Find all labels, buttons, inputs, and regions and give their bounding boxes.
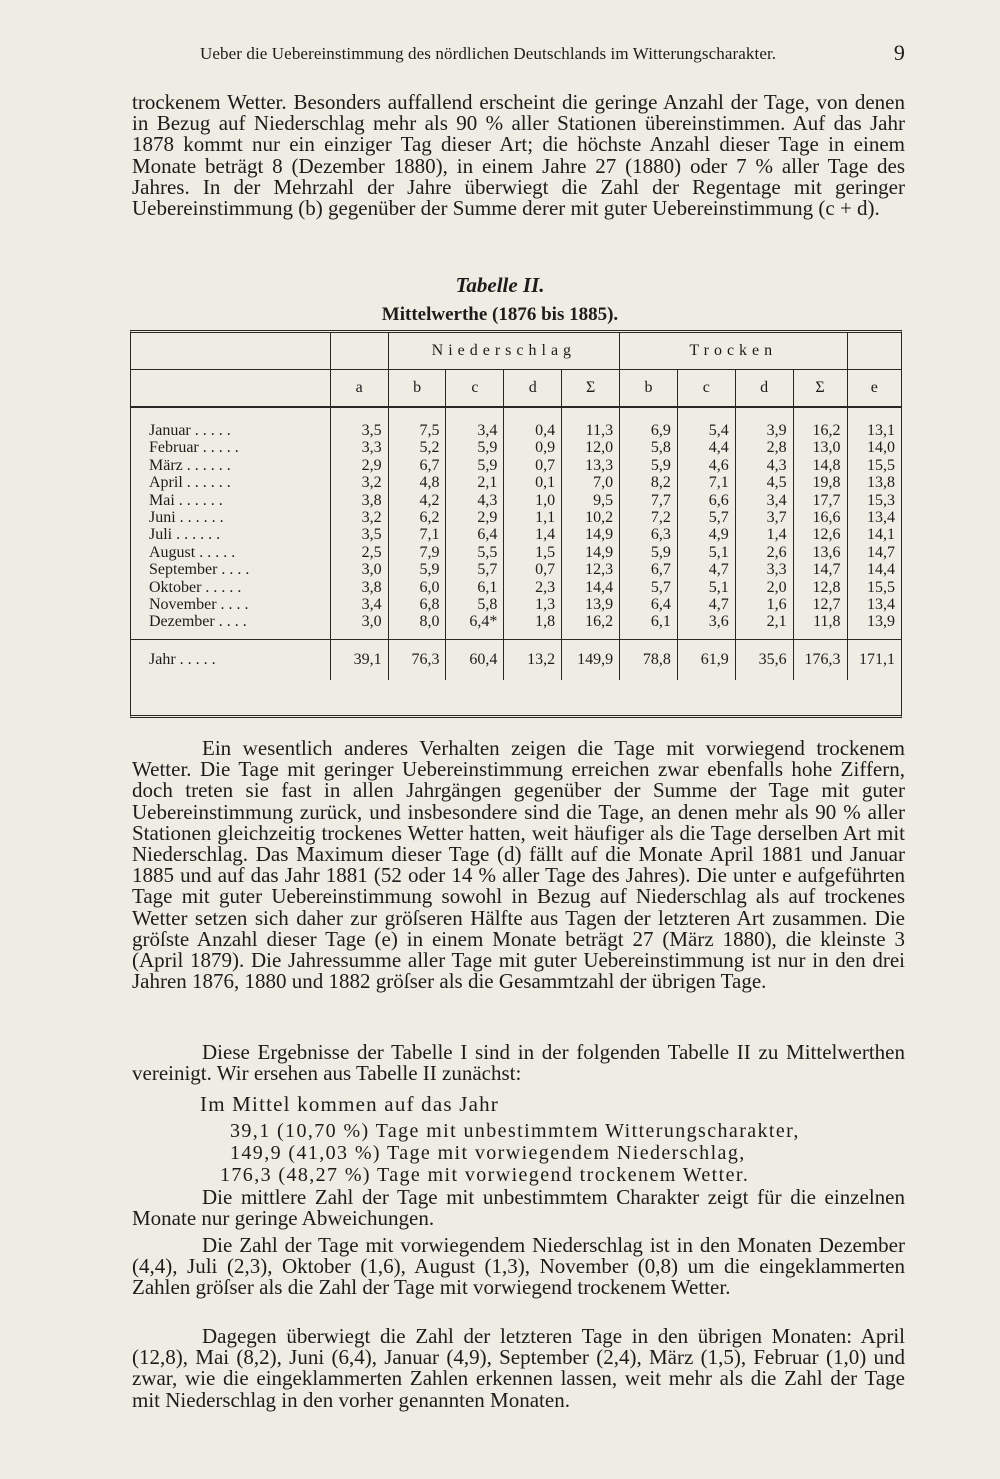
- value-cell: 15,5: [847, 457, 901, 474]
- value-cell: 5,9: [620, 457, 678, 474]
- value-cell: 13,9: [847, 613, 901, 639]
- month-cell: Oktober . . . . .: [149, 578, 242, 596]
- value-cell: 5,7: [620, 579, 678, 596]
- month-cell: Juni . . . . . .: [149, 509, 224, 527]
- value-cell: 4,3: [446, 492, 504, 509]
- month-cell: Juli . . . . . .: [149, 526, 221, 544]
- value-cell: 6,4: [620, 596, 678, 613]
- value-cell: 2,9: [330, 457, 388, 474]
- value-cell: 3,3: [735, 561, 793, 578]
- value-cell: 5,1: [677, 544, 735, 561]
- paragraph-7: Dagegen überwiegt die Zahl der letzteren Tage in den übrigen Monaten: April (12,8), Mai (8,2), Juni (6,4), Januar (4,9), September (2,4), März (1,5), Februar (1,0) und zwar, wie die eingeklammerten Zahlen erkennen lassen, weit mehr als die Zahl der Tage mit Niederschlag in den vorher genannten Monaten.: [132, 1324, 905, 1412]
- value-cell: 3,0: [330, 613, 388, 639]
- value-cell: 7,1: [677, 474, 735, 491]
- value-cell: 6,3: [620, 526, 678, 543]
- paragraph-3: Diese Ergebnisse der Tabelle I sind in der folgenden Tabelle II zu Mittelwerthen vereinigt. Wir ersehen aus Tabelle II zunächst:: [132, 1040, 905, 1086]
- value-cell: 6,4*: [446, 613, 504, 639]
- value-cell: 5,9: [446, 457, 504, 474]
- value-cell: 14,1: [847, 526, 901, 543]
- value-cell: 14,0: [847, 439, 901, 456]
- group-header-trocken: Trocken: [620, 333, 847, 370]
- list-item: 39,1 (10,70 %) Tage mit unbestimmtem Witterungscharakter,: [230, 1120, 800, 1142]
- value-cell: 13,0: [793, 439, 847, 456]
- value-cell: 3,4: [446, 407, 504, 439]
- header-blank-e: [847, 333, 901, 370]
- total-value-cell: 149,9: [562, 639, 620, 680]
- column-header-e: e: [847, 370, 901, 408]
- table-row: [131, 407, 901, 439]
- value-cell: 8,0: [388, 613, 446, 639]
- total-value-cell: 35,6: [735, 639, 793, 680]
- value-cell: 4,6: [677, 457, 735, 474]
- value-cell: 7,9: [388, 544, 446, 561]
- month-cell: Dezember . . . .: [149, 613, 247, 631]
- paragraph-2: Ein wesentlich anderes Verhalten zeigen die Tage mit vorwiegend trockenem Wetter. Die Tage mit geringer Uebereinstimmung erreichen zwar ebenfalls hohe Ziffern, doch treten sie fast in allen Jahrgängen gegenüber der Summe der Tage mit guter Uebereinstimmung zurück, und insbesondere sind die Tage, an denen mehr als 90 % aller Stationen gleichzeitig trockenes Wetter hatten, weit häufiger als die Tage derselben Art mit Niederschlag. Das Maximum dieser Tage (d) fällt auf die Monate April 1881 und Januar 1885 und auf das Jahr 1881 (52 oder 14 % aller Tage des Jahres). Die unter e aufgeführten Tage mit guter Uebereinstimmung sowohl in Bezug auf Niederschlag als auf trockenes Wetter setzen sich daher zur gröſseren Hälfte aus Tagen der letzteren Art zusammen. Die gröſste Anzahl dieser Tage (e) in einem Monate beträgt 27 (März 1880), die kleinste 3 (April 1879). Die Jahressumme aller Tage mit guter Uebereinstimmung ist nur in den drei Jahren 1876, 1880 und 1882 gröſser als die Gesammtzahl der übrigen Tage.: [132, 736, 905, 994]
- value-cell: 16,2: [793, 407, 847, 439]
- value-cell: 15,5: [847, 579, 901, 596]
- header-blank: [131, 333, 330, 370]
- value-cell: 14,4: [847, 561, 901, 578]
- value-cell: 5,2: [388, 439, 446, 456]
- value-cell: 1,1: [504, 509, 562, 526]
- column-header-d: d: [735, 370, 793, 408]
- value-cell: 1,5: [504, 544, 562, 561]
- value-cell: 6,7: [620, 561, 678, 578]
- value-cell: 3,8: [330, 579, 388, 596]
- month-cell: August . . . . .: [149, 543, 236, 561]
- value-cell: 4,8: [388, 474, 446, 491]
- value-cell: 14,8: [793, 457, 847, 474]
- month-cell: November . . . .: [149, 596, 249, 614]
- value-cell: 4,7: [677, 561, 735, 578]
- value-cell: 11,3: [562, 407, 620, 439]
- value-cell: 7,5: [388, 407, 446, 439]
- value-cell: 5,9: [446, 439, 504, 456]
- value-cell: 2,0: [735, 579, 793, 596]
- table-row: [131, 439, 901, 456]
- table-total-row: [131, 639, 901, 680]
- paragraph-4: Im Mittel kommen auf das Jahr: [200, 1092, 499, 1116]
- value-cell: 5,8: [620, 439, 678, 456]
- value-cell: 7,2: [620, 509, 678, 526]
- value-cell: 5,7: [446, 561, 504, 578]
- value-cell: 9,5: [562, 492, 620, 509]
- column-header-b: b: [620, 370, 678, 408]
- paragraph-5: Die mittlere Zahl der Tage mit unbestimmtem Charakter zeigt für die einzelnen Monate nur geringe Abweichungen.: [132, 1185, 905, 1231]
- page-number: 9: [893, 40, 905, 65]
- value-cell: 3,9: [735, 407, 793, 439]
- value-cell: 1,4: [504, 526, 562, 543]
- value-cell: 3,8: [330, 492, 388, 509]
- value-cell: 5,9: [388, 561, 446, 578]
- value-cell: 3,2: [330, 509, 388, 526]
- list-item: 149,9 (41,03 %) Tage mit vorwiegendem Niederschlag,: [230, 1142, 746, 1164]
- total-value-cell: 76,3: [388, 639, 446, 680]
- value-cell: 3,2: [330, 474, 388, 491]
- value-cell: 6,6: [677, 492, 735, 509]
- table-frame: [130, 330, 902, 718]
- value-cell: 2,6: [735, 544, 793, 561]
- value-cell: 3,4: [735, 492, 793, 509]
- value-cell: 13,3: [562, 457, 620, 474]
- value-cell: 4,4: [677, 439, 735, 456]
- value-cell: 3,5: [330, 407, 388, 439]
- value-cell: 7,1: [388, 526, 446, 543]
- table-row: [131, 613, 901, 639]
- value-cell: 12,3: [562, 561, 620, 578]
- value-cell: 5,7: [677, 509, 735, 526]
- value-cell: 3,4: [330, 596, 388, 613]
- column-header-sum: Σ: [793, 370, 847, 408]
- header-month: [131, 370, 330, 408]
- list-item: 176,3 (48,27 %) Tage mit vorwiegend trockenem Wetter.: [220, 1164, 750, 1186]
- value-cell: 10,2: [562, 509, 620, 526]
- value-cell: 13,1: [847, 407, 901, 439]
- total-label-cell: Jahr . . . . .: [131, 639, 330, 680]
- value-cell: 0,9: [504, 439, 562, 456]
- value-cell: 11,8: [793, 613, 847, 639]
- column-header-c: c: [677, 370, 735, 408]
- value-cell: 4,3: [735, 457, 793, 474]
- summary-list: [220, 1120, 800, 1186]
- column-header-b: b: [388, 370, 446, 408]
- table-row: [131, 579, 901, 596]
- value-cell: 8,2: [620, 474, 678, 491]
- month-cell: Mai . . . . . .: [149, 491, 223, 509]
- value-cell: 1,0: [504, 492, 562, 509]
- value-cell: 14,7: [793, 561, 847, 578]
- value-cell: 12,8: [793, 579, 847, 596]
- value-cell: 3,3: [330, 439, 388, 456]
- value-cell: 5,4: [677, 407, 735, 439]
- value-cell: 5,9: [620, 544, 678, 561]
- value-cell: 16,6: [793, 509, 847, 526]
- value-cell: 1,4: [735, 526, 793, 543]
- value-cell: 2,8: [735, 439, 793, 456]
- month-cell: Januar . . . . .: [149, 422, 231, 439]
- table-body: [131, 407, 901, 680]
- value-cell: 13,9: [562, 596, 620, 613]
- value-cell: 6,2: [388, 509, 446, 526]
- value-cell: 6,7: [388, 457, 446, 474]
- value-cell: 15,3: [847, 492, 901, 509]
- total-value-cell: 78,8: [620, 639, 678, 680]
- value-cell: 5,8: [446, 596, 504, 613]
- column-header-c: c: [446, 370, 504, 408]
- value-cell: 3,0: [330, 561, 388, 578]
- running-header: [200, 40, 905, 65]
- table-row: [131, 492, 901, 509]
- mittelwerthe-table: [131, 333, 901, 680]
- value-cell: 2,1: [735, 613, 793, 639]
- value-cell: 6,4: [446, 526, 504, 543]
- value-cell: 13,4: [847, 509, 901, 526]
- column-header-d: d: [504, 370, 562, 408]
- value-cell: 16,2: [562, 613, 620, 639]
- value-cell: 6,0: [388, 579, 446, 596]
- total-value-cell: 171,1: [847, 639, 901, 680]
- column-header-a: a: [330, 370, 388, 408]
- total-value-cell: 176,3: [793, 639, 847, 680]
- value-cell: 13,6: [793, 544, 847, 561]
- value-cell: 12,7: [793, 596, 847, 613]
- total-value-cell: 61,9: [677, 639, 735, 680]
- table-title: Tabelle II.: [455, 273, 545, 297]
- value-cell: 14,7: [847, 544, 901, 561]
- value-cell: 2,3: [504, 579, 562, 596]
- table-row: [131, 596, 901, 613]
- value-cell: 5,1: [677, 579, 735, 596]
- value-cell: 14,9: [562, 544, 620, 561]
- total-value-cell: 60,4: [446, 639, 504, 680]
- value-cell: 6,1: [446, 579, 504, 596]
- table-row: [131, 526, 901, 543]
- table-row: [131, 457, 901, 474]
- value-cell: 2,1: [446, 474, 504, 491]
- month-cell: März . . . . . .: [149, 456, 231, 474]
- table-row: [131, 544, 901, 561]
- value-cell: 0,7: [504, 457, 562, 474]
- total-value-cell: 39,1: [330, 639, 388, 680]
- value-cell: 5,5: [446, 544, 504, 561]
- value-cell: 4,5: [735, 474, 793, 491]
- value-cell: 0,4: [504, 407, 562, 439]
- value-cell: 14,9: [562, 526, 620, 543]
- value-cell: 4,2: [388, 492, 446, 509]
- value-cell: 4,9: [677, 526, 735, 543]
- value-cell: 1,8: [504, 613, 562, 639]
- value-cell: 13,4: [847, 596, 901, 613]
- value-cell: 17,7: [793, 492, 847, 509]
- group-header-niederschlag: Niederschlag: [388, 333, 619, 370]
- value-cell: 13,8: [847, 474, 901, 491]
- paragraph-6: Die Zahl der Tage mit vorwiegendem Niederschlag ist in den Monaten Dezember (4,4), Juli (2,3), Oktober (1,6), August (1,3), November (0,8) um die eingeklammerten Zahlen gröſser als die Zahl der Tage mit vorwiegend trockenem Wetter.: [132, 1233, 905, 1300]
- paragraph-1: trockenem Wetter. Besonders auffallend erscheint die geringe Anzahl der Tage, von denen in Bezug auf Niederschlag mehr als 90 % aller Stationen übereinstimmen. Auf das Jahr 1878 kommt nur ein einziger Tag dieser Art; die höchste Anzahl dieser Tage in einem Monate beträgt 8 (Dezember 1880), in einem Jahre 27 (1880) oder 7 % aller Tage des Jahres. In der Mehrzahl der Jahre überwiegt die Zahl der Regentage mit geringer Uebereinstimmung (b) gegenüber der Summe derer mit guter Uebereinstimmung (c + d).: [132, 90, 905, 221]
- table-row: [131, 561, 901, 578]
- value-cell: 2,9: [446, 509, 504, 526]
- value-cell: 7,7: [620, 492, 678, 509]
- value-cell: 1,6: [735, 596, 793, 613]
- value-cell: 3,5: [330, 526, 388, 543]
- column-header-sum: Σ: [562, 370, 620, 408]
- month-cell: September . . . .: [149, 561, 250, 579]
- table-row: [131, 509, 901, 526]
- value-cell: 4,7: [677, 596, 735, 613]
- month-cell: Februar . . . . .: [149, 439, 239, 457]
- value-cell: 0,7: [504, 561, 562, 578]
- value-cell: 1,3: [504, 596, 562, 613]
- value-cell: 19,8: [793, 474, 847, 491]
- value-cell: 2,5: [330, 544, 388, 561]
- table-subtitle: Mittelwerthe (1876 bis 1885).: [381, 304, 619, 325]
- value-cell: 3,7: [735, 509, 793, 526]
- month-cell: April . . . . . .: [149, 474, 231, 492]
- total-value-cell: 13,2: [504, 639, 562, 680]
- header-blank-a: [330, 333, 388, 370]
- value-cell: 7,0: [562, 474, 620, 491]
- value-cell: 6,8: [388, 596, 446, 613]
- value-cell: 3,6: [677, 613, 735, 639]
- value-cell: 12,0: [562, 439, 620, 456]
- value-cell: 6,1: [620, 613, 678, 639]
- table-row: [131, 474, 901, 491]
- value-cell: 12,6: [793, 526, 847, 543]
- value-cell: 6,9: [620, 407, 678, 439]
- value-cell: 14,4: [562, 579, 620, 596]
- running-title: Ueber die Uebereinstimmung des nördlichen Deutschlands im Witterungscharakter.: [200, 44, 777, 63]
- value-cell: 0,1: [504, 474, 562, 491]
